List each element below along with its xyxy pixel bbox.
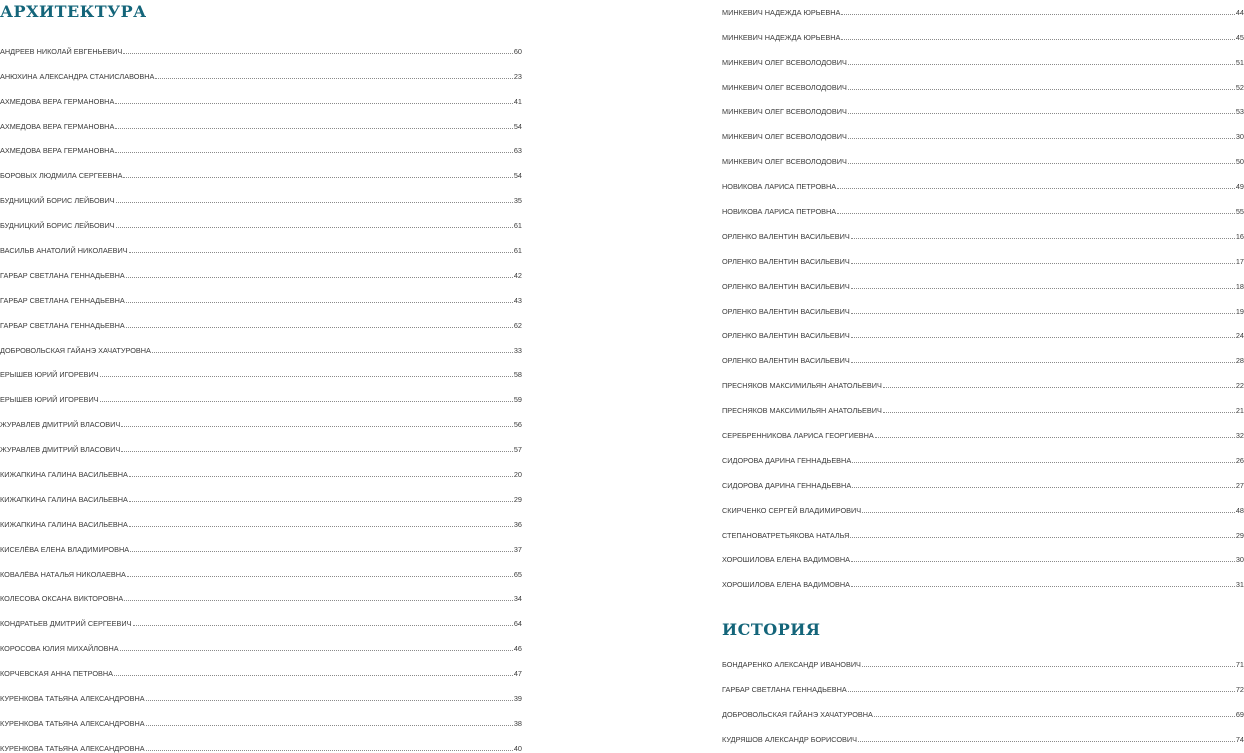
entry-page-number: 53 (1235, 107, 1244, 117)
dot-leader (851, 586, 1235, 587)
entry-page-number: 74 (1235, 734, 1244, 744)
dot-leader (121, 426, 513, 427)
entry-name: ЕРЫШЕВ ЮРИЙ ИГОРЕВИЧ (0, 395, 99, 405)
entry-page-number: 29 (1235, 530, 1244, 540)
entry-name: ГАРБАР СВЕТЛАНА ГЕННАДЬЕВНА (0, 320, 125, 330)
entry-name: СИДОРОВА ДАРИНА ГЕННАДЬЕВНА (722, 455, 852, 465)
entry-name: КОРЧЕВСКАЯ АННА ПЕТРОВНА (0, 669, 114, 679)
entry-page-number: 43 (513, 295, 522, 305)
dot-leader (155, 78, 512, 79)
entry-name: ДОБРОВОЛЬСКАЯ ГАЙАНЭ ХАЧАТУРОВНА (722, 709, 873, 719)
index-entry (0, 554, 522, 579)
entry-name: ХОРОШИЛОВА ЕЛЕНА ВАДИМОВНА (722, 555, 850, 565)
entry-name: МИНКЕВИЧ ОЛЕГ ВСЕВОЛОДОВИЧ (722, 82, 847, 92)
index-entry (0, 529, 522, 554)
index-entry (722, 669, 1244, 694)
entry-page-number: 29 (513, 494, 522, 504)
section-heading-architecture: АРХИТЕКТУРА (0, 2, 147, 21)
entry-name: КИСЕЛЁВА ЕЛЕНА ВЛАДИМИРОВНА (0, 544, 130, 554)
dot-leader (851, 263, 1235, 264)
dot-leader (848, 138, 1235, 139)
entry-name: МИНКЕВИЧ ОЛЕГ ВСЕВОЛОДОВИЧ (722, 107, 847, 117)
dot-leader (874, 716, 1235, 717)
dot-leader (850, 537, 1234, 538)
dot-leader (848, 113, 1235, 114)
index-entry (722, 92, 1244, 117)
entry-name: ХОРОШИЛОВА ЕЛЕНА ВАДИМОВНА (722, 580, 850, 590)
index-entry (722, 216, 1244, 241)
entry-page-number: 34 (513, 594, 522, 604)
entry-page-number: 64 (513, 619, 522, 629)
index-entry (722, 490, 1244, 515)
section-heading-history: ИСТОРИЯ (722, 620, 821, 639)
index-entry (722, 540, 1244, 565)
index-entry (0, 205, 522, 230)
entry-name: КИЖАПКИНА ГАЛИНА ВАСИЛЬЕВНА (0, 494, 128, 504)
entry-name: АНЮХИНА АЛЕКСАНДРА СТАНИСЛАВОВНА (0, 71, 155, 81)
index-entry (0, 355, 522, 380)
index-entry (0, 504, 522, 529)
index-entry (0, 255, 522, 280)
entry-page-number: 57 (513, 445, 522, 455)
entry-page-number: 54 (513, 171, 522, 181)
dot-leader (837, 213, 1235, 214)
dot-leader (130, 551, 513, 552)
dot-leader (848, 89, 1235, 90)
entry-page-number: 59 (513, 395, 522, 405)
index-entry (722, 390, 1244, 415)
entry-name: ГАРБАР СВЕТЛАНА ГЕННАДЬЕВНА (0, 295, 125, 305)
entry-page-number: 50 (1235, 157, 1244, 167)
entry-name: МИНКЕВИЧ ОЛЕГ ВСЕВОЛОДОВИЧ (722, 157, 847, 167)
entry-page-number: 37 (513, 544, 522, 554)
entry-name: ОРЛЕНКО ВАЛЕНТИН ВАСИЛЬЕВИЧ (722, 231, 850, 241)
entry-name: ЕРЫШЕВ ЮРИЙ ИГОРЕВИЧ (0, 370, 99, 380)
index-entry (0, 230, 522, 255)
dot-leader (115, 152, 513, 153)
dot-leader (126, 277, 513, 278)
dot-leader (116, 227, 513, 228)
entry-name: БУДНИЦКИЙ БОРИС ЛЕЙБОВИЧ (0, 221, 115, 231)
index-entry (0, 678, 522, 703)
entry-name: МИНКЕВИЧ ОЛЕГ ВСЕВОЛОДОВИЧ (722, 132, 847, 142)
entry-name: АХМЕДОВА ВЕРА ГЕРМАНОВНА (0, 121, 115, 131)
index-entry (0, 56, 522, 81)
index-entry (0, 330, 522, 355)
dot-leader (851, 362, 1235, 363)
index-entry (0, 31, 522, 56)
dot-leader (129, 501, 513, 502)
entry-page-number: 39 (513, 694, 522, 704)
entry-name: ОРЛЕНКО ВАЛЕНТИН ВАСИЛЬЕВИЧ (722, 356, 850, 366)
entry-page-number: 20 (513, 470, 522, 480)
entry-page-number: 41 (513, 96, 522, 106)
index-entry (722, 166, 1244, 191)
index-entry (722, 191, 1244, 216)
dot-leader (862, 666, 1235, 667)
index-entry (0, 131, 522, 156)
entry-name: БУДНИЦКИЙ БОРИС ЛЕЙБОВИЧ (0, 196, 115, 206)
dot-leader (841, 39, 1235, 40)
index-entry (722, 17, 1244, 42)
entry-name: КУРЕНКОВА ТАТЬЯНА АЛЕКСАНДРОВНА (0, 718, 145, 728)
entry-page-number: 52 (1235, 82, 1244, 92)
entry-name: ОРЛЕНКО ВАЛЕНТИН ВАСИЛЬЕВИЧ (722, 281, 850, 291)
dot-leader (146, 725, 513, 726)
entry-page-number: 47 (513, 669, 522, 679)
index-entry (722, 415, 1244, 440)
dot-leader (100, 401, 513, 402)
dot-leader (100, 376, 513, 377)
dot-leader (883, 387, 1235, 388)
entry-page-number: 71 (1235, 659, 1244, 669)
entry-page-number: 58 (513, 370, 522, 380)
index-entry (722, 266, 1244, 291)
index-entry (0, 703, 522, 728)
entry-page-number: 23 (513, 71, 522, 81)
entry-page-number: 56 (513, 420, 522, 430)
index-entry (722, 241, 1244, 266)
architecture-entries-continued (722, 0, 1244, 589)
entry-page-number: 21 (1235, 406, 1244, 416)
dot-leader (851, 561, 1235, 562)
index-entry (722, 67, 1244, 92)
entry-name: МИНКЕВИЧ НАДЕЖДА ЮРЬЕВНА (722, 32, 841, 42)
dot-leader (115, 103, 513, 104)
entry-name: КУРЕНКОВА ТАТЬЯНА АЛЕКСАНДРОВНА (0, 743, 145, 753)
entry-page-number: 40 (513, 743, 522, 753)
entry-name: НОВИКОВА ЛАРИСА ПЕТРОВНА (722, 207, 837, 217)
entry-page-number: 16 (1235, 231, 1244, 241)
entry-name: КОРОСОВА ЮЛИЯ МИХАЙЛОВНА (0, 644, 119, 654)
entry-name: ЖУРАВЛЕВ ДМИТРИЙ ВЛАСОВИЧ (0, 420, 121, 430)
entry-name: МИНКЕВИЧ НАДЕЖДА ЮРЬЕВНА (722, 7, 841, 17)
index-entry (722, 515, 1244, 540)
entry-page-number: 49 (1235, 182, 1244, 192)
dot-leader (114, 675, 513, 676)
index-entry (722, 644, 1244, 669)
entry-name: БОРОВЫХ ЛЮДМИЛА СЕРГЕЕВНА (0, 171, 123, 181)
index-entry (722, 340, 1244, 365)
entry-page-number: 61 (513, 246, 522, 256)
dot-leader (146, 750, 513, 751)
entry-name: ОРЛЕНКО ВАЛЕНТИН ВАСИЛЬЕВИЧ (722, 306, 850, 316)
dot-leader (146, 700, 513, 701)
dot-leader (129, 526, 513, 527)
entry-page-number: 19 (1235, 306, 1244, 316)
dot-leader (152, 352, 513, 353)
index-entry (722, 116, 1244, 141)
dot-leader (841, 14, 1235, 15)
dot-leader (875, 437, 1235, 438)
dot-leader (129, 476, 513, 477)
index-entry (0, 479, 522, 504)
entry-name: КИЖАПКИНА ГАЛИНА ВАСИЛЬЕВНА (0, 470, 128, 480)
entry-page-number: 30 (1235, 132, 1244, 142)
dot-leader (115, 128, 513, 129)
entry-name: ПРЕСНЯКОВ МАКСИМИЛЬЯН АНАТОЛЬЕВИЧ (722, 381, 882, 391)
dot-leader (851, 288, 1235, 289)
entry-name: КОЛЕСОВА ОКСАНА ВИКТОРОВНА (0, 594, 124, 604)
dot-leader (126, 327, 513, 328)
index-entry (722, 564, 1244, 589)
index-entry (0, 628, 522, 653)
dot-leader (858, 741, 1235, 742)
entry-page-number: 32 (1235, 431, 1244, 441)
entry-page-number: 27 (1235, 480, 1244, 490)
entry-page-number: 48 (1235, 505, 1244, 515)
dot-leader (120, 650, 513, 651)
history-entries (722, 644, 1244, 744)
dot-leader (848, 64, 1235, 65)
entry-name: ОРЛЕНКО ВАЛЕНТИН ВАСИЛЬЕВИЧ (722, 331, 850, 341)
entry-page-number: 62 (513, 320, 522, 330)
index-entry (722, 42, 1244, 67)
index-entry (722, 291, 1244, 316)
entry-name: АНДРЕЕВ НИКОЛАЙ ЕВГЕНЬЕВИЧ (0, 46, 123, 56)
entry-page-number: 44 (1235, 7, 1244, 17)
index-entry (722, 316, 1244, 341)
entry-name: ГАРБАР СВЕТЛАНА ГЕННАДЬЕВНА (0, 270, 125, 280)
index-entry (0, 305, 522, 330)
entry-page-number: 35 (513, 196, 522, 206)
dot-leader (851, 313, 1235, 314)
index-entry (0, 404, 522, 429)
dot-leader (852, 462, 1235, 463)
entry-name: КИЖАПКИНА ГАЛИНА ВАСИЛЬЕВНА (0, 519, 128, 529)
entry-page-number: 31 (1235, 580, 1244, 590)
dot-leader (121, 451, 513, 452)
entry-name: АХМЕДОВА ВЕРА ГЕРМАНОВНА (0, 146, 115, 156)
index-entry (722, 141, 1244, 166)
dot-leader (116, 202, 513, 203)
entry-page-number: 69 (1235, 709, 1244, 719)
index-entry (722, 694, 1244, 719)
entry-name: ОРЛЕНКО ВАЛЕНТИН ВАСИЛЬЕВИЧ (722, 256, 850, 266)
index-entry (722, 365, 1244, 390)
entry-name: НОВИКОВА ЛАРИСА ПЕТРОВНА (722, 182, 837, 192)
index-entry (0, 81, 522, 106)
dot-leader (837, 188, 1235, 189)
architecture-entries (0, 31, 522, 753)
entry-page-number: 60 (513, 46, 522, 56)
entry-name: БОНДАРЕНКО АЛЕКСАНДР ИВАНОВИЧ (722, 659, 861, 669)
entry-page-number: 26 (1235, 455, 1244, 465)
entry-page-number: 36 (513, 519, 522, 529)
entry-page-number: 42 (513, 270, 522, 280)
entry-page-number: 61 (513, 221, 522, 231)
dot-leader (133, 625, 513, 626)
entry-page-number: 22 (1235, 381, 1244, 391)
index-entry (0, 728, 522, 753)
dot-leader (124, 600, 513, 601)
index-entry (0, 454, 522, 479)
dot-leader (848, 163, 1235, 164)
dot-leader (862, 512, 1235, 513)
entry-name: КОВАЛЁВА НАТАЛЬЯ НИКОЛАЕВНА (0, 569, 126, 579)
entry-page-number: 28 (1235, 356, 1244, 366)
dot-leader (129, 252, 513, 253)
entry-name: МИНКЕВИЧ ОЛЕГ ВСЕВОЛОДОВИЧ (722, 57, 847, 67)
entry-name: АХМЕДОВА ВЕРА ГЕРМАНОВНА (0, 96, 115, 106)
index-entry (0, 653, 522, 678)
index-entry (0, 280, 522, 305)
index-entry (0, 429, 522, 454)
dot-leader (883, 412, 1235, 413)
entry-name: ГАРБАР СВЕТЛАНА ГЕННАДЬЕВНА (722, 684, 847, 694)
entry-page-number: 30 (1235, 555, 1244, 565)
entry-page-number: 55 (1235, 207, 1244, 217)
entry-name: ДОБРОВОЛЬСКАЯ ГАЙАНЭ ХАЧАТУРОВНА (0, 345, 151, 355)
entry-name: КУДРЯШОВ АЛЕКСАНДР БОРИСОВИЧ (722, 734, 858, 744)
entry-name: СТЕПАНОВАТРЕТЬЯКОВА НАТАЛЬЯ (722, 530, 850, 540)
entry-page-number: 46 (513, 644, 522, 654)
index-entry (0, 106, 522, 131)
index-entry (722, 465, 1244, 490)
entry-name: ВАСИЛЬВ АНАТОЛИЙ НИКОЛАЕВИЧ (0, 246, 128, 256)
dot-leader (848, 691, 1235, 692)
dot-leader (123, 177, 512, 178)
dot-leader (127, 576, 513, 577)
entry-name: СКИРЧЕНКО СЕРГЕЙ ВЛАДИМИРОВИЧ (722, 505, 862, 515)
index-entry (722, 440, 1244, 465)
dot-leader (123, 53, 513, 54)
index-entry (0, 379, 522, 404)
entry-page-number: 72 (1235, 684, 1244, 694)
entry-name: СЕРЕБРЕННИКОВА ЛАРИСА ГЕОРГИЕВНА (722, 431, 874, 441)
entry-page-number: 18 (1235, 281, 1244, 291)
index-entry (0, 155, 522, 180)
entry-page-number: 24 (1235, 331, 1244, 341)
entry-name: КОНДРАТЬЕВ ДМИТРИЙ СЕРГЕЕВИЧ (0, 619, 132, 629)
index-entry (722, 0, 1244, 17)
dot-leader (852, 487, 1235, 488)
dot-leader (851, 337, 1235, 338)
entry-name: ЖУРАВЛЕВ ДМИТРИЙ ВЛАСОВИЧ (0, 445, 121, 455)
entry-page-number: 63 (513, 146, 522, 156)
index-entry (0, 180, 522, 205)
entry-page-number: 38 (513, 718, 522, 728)
index-entry (0, 603, 522, 628)
entry-page-number: 65 (513, 569, 522, 579)
entry-name: ПРЕСНЯКОВ МАКСИМИЛЬЯН АНАТОЛЬЕВИЧ (722, 406, 882, 416)
entry-page-number: 45 (1235, 32, 1244, 42)
entry-page-number: 51 (1235, 57, 1244, 67)
entry-name: СИДОРОВА ДАРИНА ГЕННАДЬЕВНА (722, 480, 852, 490)
entry-name: КУРЕНКОВА ТАТЬЯНА АЛЕКСАНДРОВНА (0, 694, 145, 704)
dot-leader (126, 302, 513, 303)
entry-page-number: 17 (1235, 256, 1244, 266)
dot-leader (851, 238, 1235, 239)
entry-page-number: 33 (513, 345, 522, 355)
entry-page-number: 54 (513, 121, 522, 131)
index-entry (0, 579, 522, 604)
index-entry (722, 719, 1244, 744)
